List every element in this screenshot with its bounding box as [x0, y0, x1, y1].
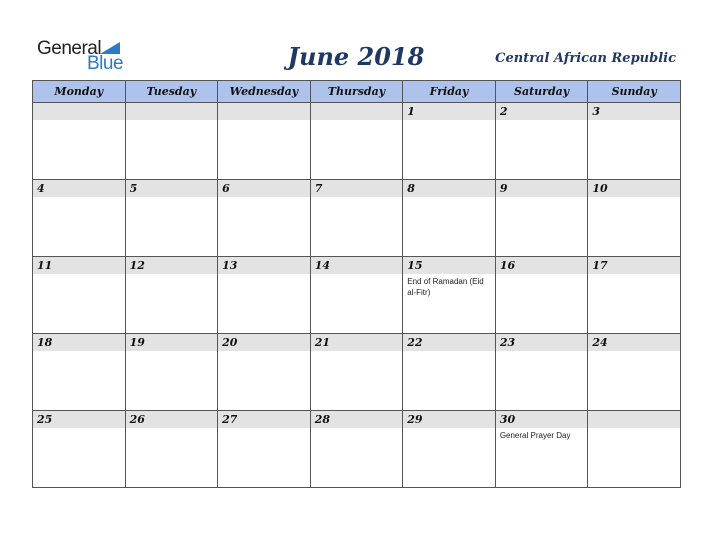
day-cell [403, 411, 496, 488]
calendar-grid [32, 80, 681, 488]
day-cell [125, 103, 218, 180]
day-number [126, 103, 218, 120]
day-cell [403, 257, 496, 334]
day-cell [33, 257, 126, 334]
day-cell [588, 103, 681, 180]
day-cell [125, 334, 218, 411]
holiday-event: General Prayer Day [499, 431, 571, 440]
day-number [33, 103, 125, 120]
day-cell [33, 103, 126, 180]
day-number: 27 [218, 411, 310, 428]
day-number: 21 [311, 334, 403, 351]
day-cell [218, 334, 311, 411]
week-row [33, 334, 681, 411]
day-cell [33, 334, 126, 411]
weekday-header: Tuesday [125, 81, 218, 103]
logo [37, 38, 127, 74]
day-number: 11 [33, 257, 125, 274]
logo-general-text: General [37, 38, 102, 59]
day-cell [310, 257, 403, 334]
day-cell [125, 180, 218, 257]
day-number: 14 [311, 257, 403, 274]
day-cell [218, 411, 311, 488]
calendar-title: June 2018 [287, 42, 425, 71]
day-cell [495, 103, 588, 180]
day-cell [403, 103, 496, 180]
day-number: 13 [218, 257, 310, 274]
day-number [311, 103, 403, 120]
day-number: 12 [126, 257, 218, 274]
day-number: 9 [496, 180, 588, 197]
day-number: 16 [496, 257, 588, 274]
day-cell [403, 334, 496, 411]
day-number: 28 [311, 411, 403, 428]
day-number: 3 [588, 103, 680, 120]
week-row [33, 180, 681, 257]
day-number: 6 [218, 180, 310, 197]
day-cell [218, 103, 311, 180]
day-cell [218, 257, 311, 334]
day-number: 20 [218, 334, 310, 351]
day-cell [310, 103, 403, 180]
weekday-header: Monday [33, 81, 126, 103]
day-number: 1 [403, 103, 495, 120]
holiday-event: End of Ramadan (Eid al-Fitr) [407, 277, 484, 297]
day-number: 25 [33, 411, 125, 428]
day-number: 19 [126, 334, 218, 351]
day-number: 7 [311, 180, 403, 197]
day-cell [495, 257, 588, 334]
day-cell [125, 411, 218, 488]
week-row [33, 257, 681, 334]
weekday-header: Sunday [588, 81, 681, 103]
day-number: 18 [33, 334, 125, 351]
day-cell [495, 334, 588, 411]
week-row [33, 103, 681, 180]
day-cell [495, 411, 588, 488]
day-number: 8 [403, 180, 495, 197]
day-cell [588, 411, 681, 488]
day-number [588, 411, 680, 428]
day-cell [218, 180, 311, 257]
day-number: 26 [126, 411, 218, 428]
weekday-header: Wednesday [218, 81, 311, 103]
day-cell [310, 334, 403, 411]
weekday-header-row [33, 81, 681, 103]
weekday-header: Saturday [495, 81, 588, 103]
weekday-header: Friday [403, 81, 496, 103]
day-number: 23 [496, 334, 588, 351]
day-cell [310, 180, 403, 257]
day-cell [588, 257, 681, 334]
day-number [218, 103, 310, 120]
weekday-header: Thursday [310, 81, 403, 103]
day-cell [588, 180, 681, 257]
day-cell [310, 411, 403, 488]
day-cell [125, 257, 218, 334]
day-cell [33, 411, 126, 488]
day-number: 22 [403, 334, 495, 351]
day-number: 17 [588, 257, 680, 274]
day-cell [588, 334, 681, 411]
day-number: 15 [403, 257, 495, 274]
day-number: 5 [126, 180, 218, 197]
day-number: 2 [496, 103, 588, 120]
day-number: 29 [403, 411, 495, 428]
week-row [33, 411, 681, 488]
day-number: 10 [588, 180, 680, 197]
day-cell [33, 180, 126, 257]
day-cell [403, 180, 496, 257]
day-cell [495, 180, 588, 257]
logo-blue-text: Blue [87, 53, 124, 74]
day-number: 24 [588, 334, 680, 351]
day-number: 4 [33, 180, 125, 197]
day-number: 30 [496, 411, 588, 428]
country-name: Central African Republic [495, 51, 676, 66]
